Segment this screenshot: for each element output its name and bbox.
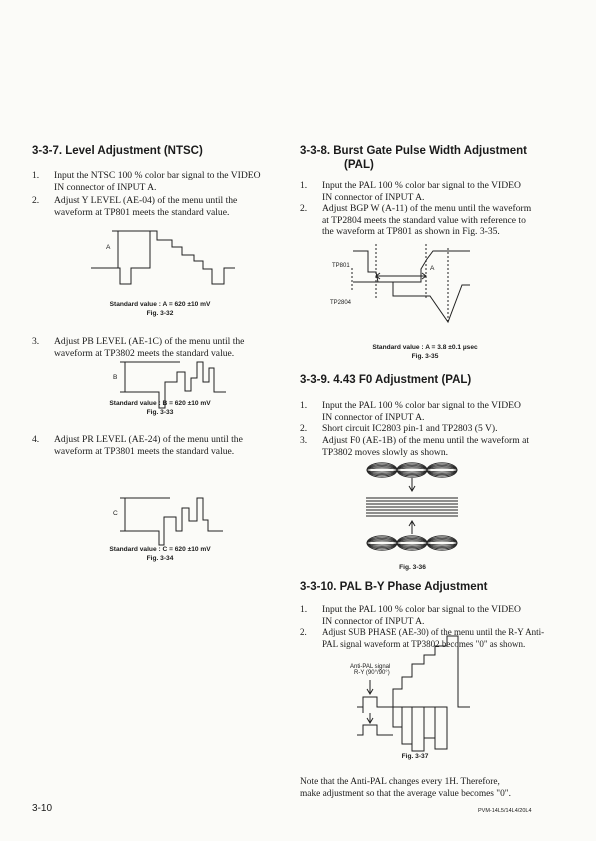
step-2: 2. Adjust Y LEVEL (AE-04) of the menu until the waveform at TP801 meets the standard value. [32, 195, 238, 218]
section-title-pal-by-phase: 3-3-10. PAL B-Y Phase Adjustment [300, 581, 488, 593]
section-title-level-adjustment: 3-3-7. Level Adjustment (NTSC) [32, 145, 203, 157]
fig-3-35-standard: Standard value : A = 3.8 ±0.1 µsec [372, 344, 478, 351]
fig-3-35-caption: Fig. 3-35 [411, 353, 439, 360]
step-1: 1. Input the NTSC 100 % color bar signal to the VIDEO IN connector of INPUT A. [32, 170, 261, 193]
model-number: PVM-14L5/14L4/20L4 [478, 808, 532, 814]
fig-3-34-label-c: C [113, 510, 118, 517]
s338-step-2: 2. Adjust BGP W (A-11) of the menu until the waveform at TP2804 meets the standard value with reference to the waveform at TP801 as shown in Fig. 3-35. [300, 203, 532, 238]
fig-3-36-caption: Fig. 3-36 [399, 564, 426, 571]
tp2804-label: TP2804 [330, 300, 352, 306]
fig-3-35-label-a: A [430, 265, 435, 272]
fig-3-33-caption: Fig. 3-33 [146, 409, 174, 416]
s3310-step-1: 1. Input the PAL 100 % color bar signal to the VIDEO IN connector of INPUT A. [300, 604, 521, 627]
page-number: 3-10 [32, 803, 53, 814]
tp801-label: TP801 [332, 263, 350, 269]
s339-step-2: 2. Short circuit IC2803 pin-1 and TP2803 (5 V). [300, 423, 498, 434]
fig-3-32-caption: Fig. 3-32 [146, 310, 174, 317]
s3310-step-2: 2. Adjust SUB PHASE (AE-30) of the menu until the R-Y Anti- PAL signal waveform at TP3802 becomes "0" as shown. [300, 627, 545, 649]
fig-3-33-standard: Standard value : B = 620 ±10 mV [109, 400, 211, 407]
fig-3-33-label-b: B [113, 374, 118, 381]
fig-3-34-standard: Standard value : C = 620 ±10 mV [109, 546, 211, 553]
s339-step-1: 1. Input the PAL 100 % color bar signal to the VIDEO IN connector of INPUT A. [300, 400, 521, 423]
fig-3-37-caption: Fig. 3-37 [401, 753, 429, 760]
fig-3-32-label-a: A [106, 244, 111, 251]
anti-pal-label: Anti-PAL signal R-Y (90°/90°) [350, 664, 391, 676]
section-title-burst-gate: 3-3-8. Burst Gate Pulse Width Adjustment (PAL) [300, 145, 527, 171]
note-anti-pal: Note that the Anti-PAL changes every 1H. Therefore, make adjustment so that the average value becomes "0". [300, 777, 511, 799]
section-title-f0-adjustment: 3-3-9. 4.43 F0 Adjustment (PAL) [300, 374, 472, 386]
fig-3-34-caption: Fig. 3-34 [146, 555, 174, 562]
s338-step-1: 1. Input the PAL 100 % color bar signal to the VIDEO IN connector of INPUT A. [300, 180, 521, 203]
step-3: 3. Adjust PB LEVEL (AE-1C) of the menu until the waveform at TP3802 meets the standard value. [32, 336, 245, 359]
s339-step-3: 3. Adjust F0 (AE-1B) of the menu until the waveform at TP3802 moves slowly as shown. [300, 435, 530, 458]
step-4: 4. Adjust PR LEVEL (AE-24) of the menu until the waveform at TP3801 meets the standard value. [32, 434, 243, 457]
fig-3-32-standard: Standard value : A = 620 ±10 mV [109, 301, 211, 308]
